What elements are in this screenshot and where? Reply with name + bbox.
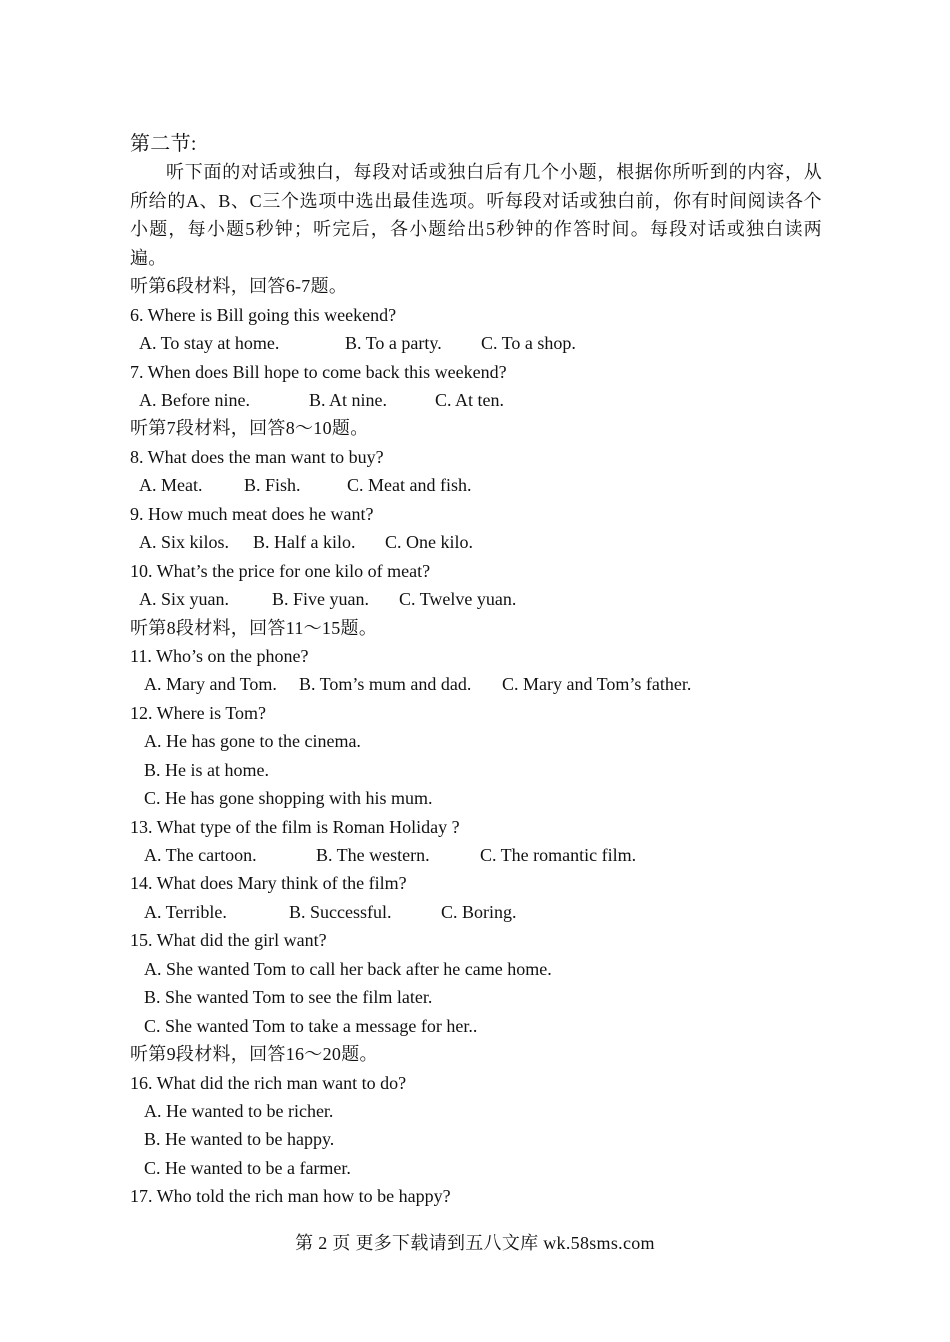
option-13a: A. The cartoon.: [144, 845, 257, 865]
option-15b: B. She wanted Tom to see the film later.: [144, 987, 433, 1008]
option-12c: C. He has gone shopping with his mum.: [144, 788, 433, 809]
option-14a: A. Terrible.: [144, 901, 227, 922]
group-header-16: 听第9段材料，回答16～20题。: [130, 1044, 378, 1065]
option-6c: C. To a shop.: [481, 333, 576, 354]
question-14: 14. What does Mary think of the film?: [130, 873, 407, 894]
option-10c: C. Twelve yuan.: [399, 589, 517, 610]
option-8c: C. Meat and fish.: [347, 475, 472, 496]
option-14b: B. Successful.: [289, 901, 392, 922]
group-header-11: 听第8段材料，回答11～15题。: [130, 617, 378, 638]
group-header-8: 听第7段材料，回答8～10题。: [130, 418, 369, 439]
option-16c: C. He wanted to be a farmer.: [144, 1157, 351, 1178]
option-6a: A. To stay at home.: [139, 333, 280, 354]
option-10a: A. Six yuan.: [139, 589, 229, 610]
option-12b: B. He is at home.: [144, 759, 269, 780]
question-7: 7. When does Bill hope to come back this weekend?: [130, 361, 507, 382]
option-11c: C. Mary and Tom’s father.: [502, 674, 692, 695]
option-7b: B. At nine.: [309, 390, 388, 410]
options-9: [130, 528, 830, 556]
option-8b: B. Fish.: [244, 475, 301, 496]
question-17: 17. Who told the rich man how to be happy?: [130, 1186, 451, 1207]
option-9a: A. Six kilos.: [139, 532, 230, 553]
question-13: 13. What type of the film is Roman Holiday ?: [130, 816, 460, 837]
option-11b: B. Tom’s mum and dad.: [299, 674, 472, 695]
options-11: [130, 670, 830, 698]
question-16: 16. What did the rich man want to do?: [130, 1072, 407, 1093]
page-footer: 第 2 页 更多下载请到五八文库 wk.58sms.com: [295, 1233, 655, 1253]
option-8a: A. Meat.: [139, 475, 203, 496]
options-13: [130, 841, 830, 869]
options-7: [130, 386, 830, 414]
question-9: 9. How much meat does he want?: [130, 503, 374, 524]
question-8: 8. What does the man want to buy?: [130, 446, 384, 467]
question-12: 12. Where is Tom?: [130, 702, 267, 723]
option-6b: B. To a party.: [345, 333, 442, 354]
option-16b: B. He wanted to be happy.: [144, 1129, 335, 1150]
option-14c: C. Boring.: [441, 901, 517, 922]
question-11: 11. Who’s on the phone?: [130, 645, 309, 666]
group-header-6: 听第6段材料，回答6-7题。: [130, 276, 348, 297]
option-15a: A. She wanted Tom to call her back after he came home.: [144, 958, 552, 979]
option-7c: C. At ten.: [435, 390, 505, 410]
option-12a: A. He has gone to the cinema.: [144, 731, 361, 752]
question-10: 10. What’s the price for one kilo of meat?: [130, 560, 431, 581]
option-10b: B. Five yuan.: [272, 589, 369, 610]
section-title: 第二节:: [130, 133, 197, 155]
option-11a: A. Mary and Tom.: [144, 674, 277, 695]
question-15: 15. What did the girl want?: [130, 930, 327, 951]
page-content: [130, 130, 830, 1211]
option-16a: A. He wanted to be richer.: [144, 1100, 334, 1121]
option-13c: C. The romantic film.: [480, 845, 637, 865]
option-9c: C. One kilo.: [385, 532, 473, 553]
option-13b: B. The western.: [316, 845, 430, 865]
options-14: [130, 898, 830, 926]
option-7a: A. Before nine.: [139, 390, 250, 410]
option-15c: C. She wanted Tom to take a message for her..: [144, 1015, 478, 1036]
options-8: [130, 471, 830, 499]
instructions-paragraph: 听下面的对话或独白，每段对话或独白后有几个小题，根据你所听到的内容，从所给的A、B、C三个选项中选出最佳选项。听每段对话或独白前，你有时间阅读各个小题，每小题5秒钟；听完后，各小题给出5秒钟的作答时间。每段对话或独白读两遍。: [130, 162, 822, 268]
options-6: [130, 329, 830, 357]
options-10: [130, 585, 830, 613]
option-9b: B. Half a kilo.: [253, 532, 356, 553]
question-6: 6. Where is Bill going this weekend?: [130, 304, 397, 325]
